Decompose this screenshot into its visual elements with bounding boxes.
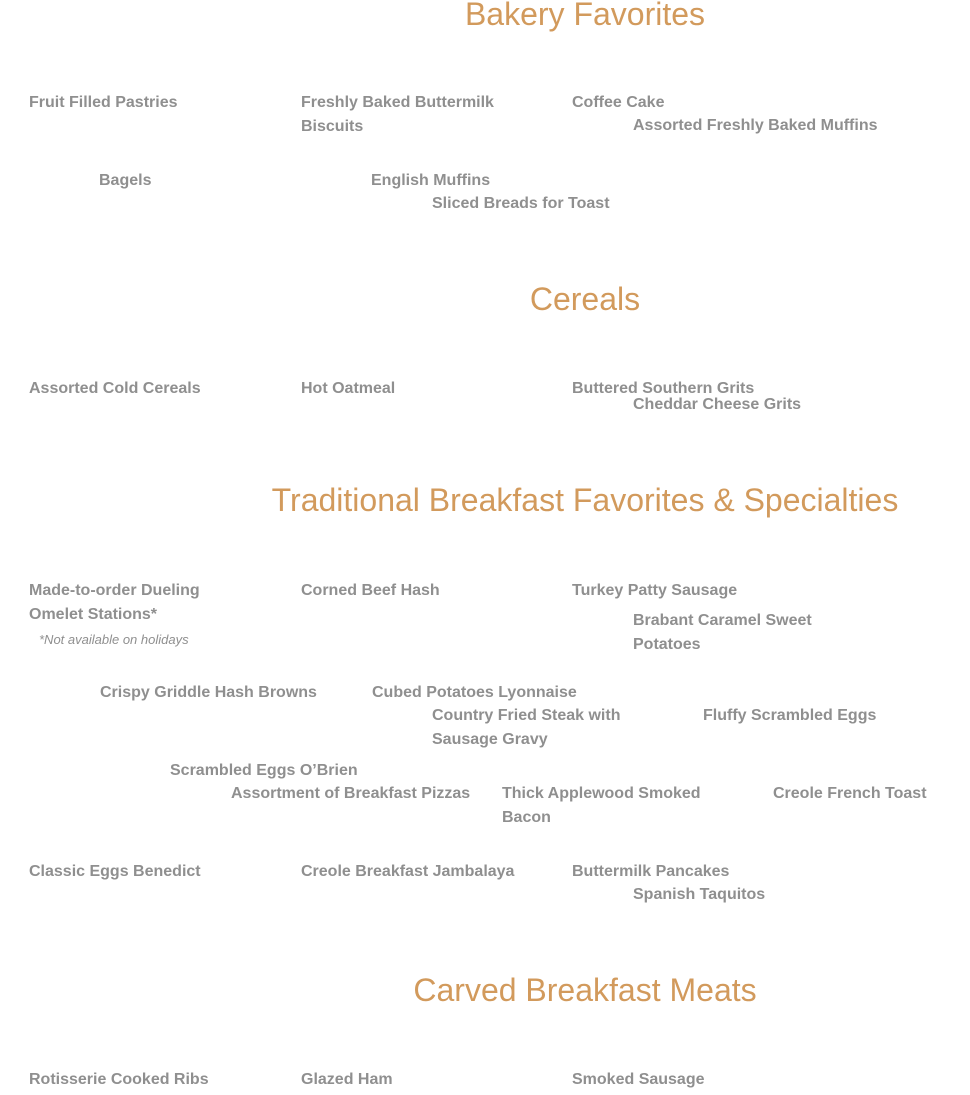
menu-item: Fruit Filled Pastries [29, 94, 178, 111]
menu-item: Smoked Sausage [572, 1071, 705, 1088]
menu-item: Crispy Griddle Hash Browns [100, 684, 317, 701]
menu-item: Fluffy Scrambled Eggs [703, 707, 877, 724]
menu-item: Glazed Ham [301, 1071, 393, 1088]
menu-item: Sliced Breads for Toast [432, 195, 610, 212]
section-title-carved: Carved Breakfast Meats [413, 972, 757, 1008]
menu-item: Bagels [99, 172, 152, 189]
menu-item: Coffee Cake [572, 94, 665, 111]
section-title-cereals: Cereals [529, 281, 641, 317]
menu-item: Buttermilk Pancakes [572, 863, 730, 880]
menu-item: Scrambled Eggs O’Brien [170, 762, 358, 779]
menu-item: Country Fried Steak with Sausage Gravy [432, 707, 621, 748]
menu-item: Brabant Caramel Sweet Potatoes [633, 612, 812, 653]
section-title-bakery: Bakery Favorites [464, 0, 706, 32]
menu-item: Made-to-order Dueling Omelet Stations* [29, 582, 200, 623]
menu-item: Creole Breakfast Jambalaya [301, 863, 515, 880]
menu-item: Corned Beef Hash [301, 582, 440, 599]
menu-item: Assorted Cold Cereals [29, 380, 201, 397]
menu-item: Freshly Baked Buttermilk Biscuits [301, 94, 494, 135]
menu-item: Thick Applewood Smoked Bacon [502, 785, 701, 826]
menu-item: Turkey Patty Sausage [572, 582, 738, 599]
menu-item: Rotisserie Cooked Ribs [29, 1071, 209, 1088]
menu-item: Assorted Freshly Baked Muffins [633, 117, 878, 134]
menu-item: Cubed Potatoes Lyonnaise [372, 684, 577, 701]
menu-item: Hot Oatmeal [301, 380, 396, 397]
menu-item: Assortment of Breakfast Pizzas [231, 785, 471, 802]
menu-item: Classic Eggs Benedict [29, 863, 201, 880]
menu-item: Spanish Taquitos [633, 886, 766, 903]
menu-item: Cheddar Cheese Grits [633, 396, 802, 413]
holiday-note: *Not available on holidays [39, 632, 189, 647]
menu-item: Buttered Southern Grits [572, 380, 755, 397]
menu-item: English Muffins [371, 172, 491, 189]
section-title-traditional: Traditional Breakfast Favorites & Specialties [271, 482, 899, 518]
menu-item: Creole French Toast [773, 785, 927, 802]
